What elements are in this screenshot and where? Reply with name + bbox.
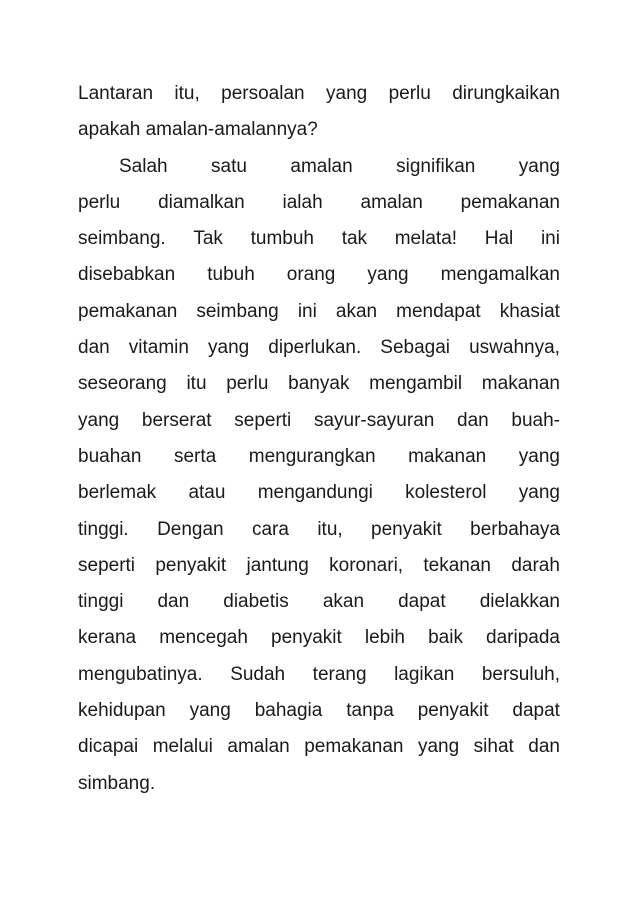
word: vitamin — [128, 337, 189, 359]
word: Lantaran — [78, 83, 154, 104]
word: melata! — [394, 228, 458, 250]
word: amalan — [227, 736, 290, 758]
word: yang — [208, 337, 250, 359]
word: tanpa — [346, 700, 394, 722]
word: dielakkan — [479, 591, 560, 613]
word: buah- — [511, 409, 560, 431]
word: uswahnya, — [469, 337, 560, 359]
word: disebabkan — [78, 264, 176, 286]
word: amalan — [290, 155, 353, 177]
word: dan — [157, 591, 190, 613]
word: Tak — [193, 228, 223, 250]
word: dan — [457, 409, 489, 431]
word: tinggi. — [78, 518, 129, 540]
word: makanan — [481, 373, 560, 395]
text-line: simbang. — [78, 772, 156, 794]
word: atau — [188, 482, 226, 504]
word: melalui — [152, 736, 213, 758]
word: Sudah — [230, 663, 286, 685]
word: tubuh — [207, 264, 255, 286]
text-line — [78, 403, 560, 439]
text-line — [78, 729, 560, 765]
word: penyakit — [371, 518, 442, 540]
word: pemakanan — [304, 736, 404, 758]
word: sayur-sayuran — [313, 409, 435, 431]
word: berlemak — [78, 482, 157, 504]
word: dapat — [398, 591, 446, 613]
word: yang — [326, 83, 368, 104]
text-line — [78, 475, 560, 511]
word: baik — [428, 627, 463, 649]
word: berserat — [141, 409, 212, 431]
word: berbahaya — [470, 518, 560, 540]
text-line — [78, 657, 560, 693]
word: sihat — [473, 736, 514, 758]
word: itu, — [317, 518, 343, 540]
word: jantung — [246, 554, 309, 576]
word: Dengan — [157, 518, 224, 540]
word: yang — [417, 736, 460, 758]
word: perlu — [388, 83, 431, 104]
word: yang — [518, 482, 560, 504]
word: akan — [322, 591, 365, 613]
word: persoalan — [221, 83, 305, 104]
word: mendapat — [396, 300, 481, 322]
text-line — [78, 512, 560, 548]
word: terang — [312, 663, 367, 685]
word: ini — [540, 228, 560, 250]
word: mengambil — [369, 373, 463, 395]
word: dirungkaikan — [452, 83, 560, 104]
word: kerana — [78, 627, 137, 649]
word: diabetis — [223, 591, 289, 613]
word: kolesterol — [405, 482, 487, 504]
word: khasiat — [499, 300, 560, 322]
word: makanan — [408, 445, 487, 467]
word: tumbuh — [250, 228, 314, 250]
word: penyakit — [271, 627, 342, 649]
word: penyakit — [417, 700, 489, 722]
word: perlu — [226, 373, 269, 395]
word: mengurangkan — [248, 445, 376, 467]
word: Sebagai — [380, 337, 451, 359]
word: tinggi — [78, 591, 124, 613]
text-line — [78, 366, 560, 402]
word: yang — [518, 155, 560, 177]
word: pemakanan — [460, 191, 560, 213]
text-line — [78, 185, 560, 221]
word: signifikan — [396, 155, 476, 177]
word: mengubatinya. — [78, 663, 203, 685]
word: kehidupan — [78, 700, 166, 722]
word: satu — [211, 155, 247, 177]
word: lebih — [364, 627, 406, 649]
word: perlu — [78, 191, 121, 213]
word: yang — [367, 264, 409, 286]
word: seperti — [234, 409, 292, 431]
word: seseorang — [78, 373, 167, 395]
word: Hal — [484, 228, 514, 250]
word: dicapai — [78, 736, 139, 758]
text-line — [78, 693, 560, 729]
word: koronari, — [329, 554, 404, 576]
word: yang — [78, 409, 120, 431]
word: ialah — [282, 191, 323, 213]
word: mengamalkan — [440, 264, 560, 286]
word: dan — [528, 736, 560, 758]
word: darah — [511, 554, 560, 576]
word: tak — [341, 228, 368, 250]
text-line — [78, 584, 560, 620]
text-line — [78, 620, 560, 656]
word: banyak — [288, 373, 350, 395]
word: akan — [335, 300, 378, 322]
word: seimbang — [196, 300, 279, 322]
word: diamalkan — [158, 191, 245, 213]
word: mengandungi — [257, 482, 373, 504]
text-line: apakah amalan-amalannya? — [78, 119, 318, 141]
word: daripada — [486, 627, 560, 649]
body-paragraphs — [78, 76, 560, 802]
word: ini — [297, 300, 317, 322]
text-line — [78, 548, 560, 584]
word: lagikan — [394, 663, 455, 685]
text-line — [78, 294, 560, 330]
word: orang — [286, 264, 336, 286]
text-line — [78, 149, 560, 185]
word: dapat — [512, 700, 560, 722]
word: cara — [251, 518, 289, 540]
word: buahan — [78, 445, 142, 467]
word: itu — [186, 373, 207, 395]
word: serta — [173, 445, 217, 467]
word: bersuluh, — [481, 663, 560, 685]
word: diperlukan. — [268, 337, 362, 359]
word: seperti — [78, 554, 136, 576]
word: itu, — [174, 83, 200, 104]
text-line — [78, 76, 560, 112]
word: pemakanan — [78, 300, 178, 322]
word: mencegah — [159, 627, 248, 649]
text-line — [78, 221, 560, 257]
text-line — [78, 257, 560, 293]
text-line — [78, 439, 560, 475]
word: yang — [189, 700, 231, 722]
text-line — [78, 330, 560, 366]
word: yang — [518, 445, 560, 467]
word: seimbang. — [78, 228, 166, 250]
word: bahagia — [254, 700, 323, 722]
word: Salah — [119, 155, 168, 177]
word: dan — [78, 337, 110, 359]
word: tekanan — [423, 554, 492, 576]
word: penyakit — [155, 554, 227, 576]
word: amalan — [360, 191, 423, 213]
